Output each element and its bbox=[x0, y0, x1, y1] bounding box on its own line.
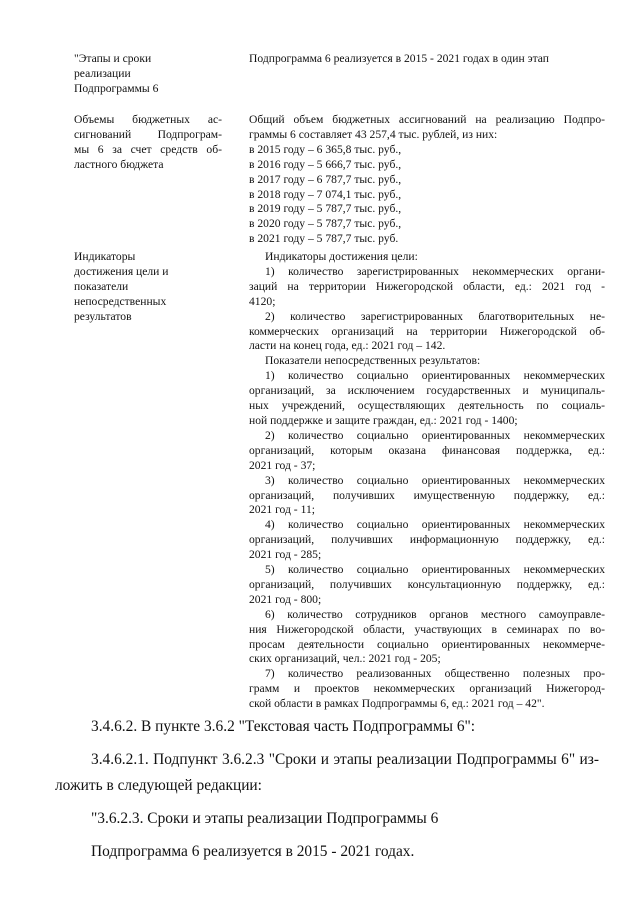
budget-value bbox=[249, 113, 605, 247]
indicator-line: заций на территории Нижегородской области, ед.: 2021 год - bbox=[249, 279, 605, 293]
budget-label-line: мы 6 за счет средств об- bbox=[74, 142, 222, 156]
budget-label bbox=[74, 113, 222, 173]
indicator-line: грамм и проектов некоммерческих организаций Нижегород- bbox=[249, 682, 605, 696]
budget-label-line: ластного бюджета bbox=[74, 157, 164, 171]
indicators-label-line: достижения цели и bbox=[74, 264, 169, 278]
indicator-line: 4) количество социально ориентированных некоммерческих bbox=[265, 518, 605, 532]
indicator-line: ной поддержке и защите граждан, ед.: 2021 год - 1400; bbox=[249, 413, 518, 427]
stages-label-line: "Этапы и сроки bbox=[74, 52, 152, 65]
stages-label bbox=[74, 52, 232, 97]
budget-year-line: в 2021 году – 5 787,7 тыс. руб. bbox=[249, 232, 399, 246]
indicator-line: ласти на конец года, ед.: 2021 год – 142. bbox=[249, 339, 446, 353]
indicator-line: 2) количество социально ориентированных некоммерческих bbox=[265, 428, 605, 442]
indicator-line: коммерческих организаций на территории Нижегородской об- bbox=[249, 324, 605, 338]
budget-year-line: в 2017 году – 6 787,7 тыс. руб., bbox=[249, 172, 402, 186]
indicator-line: Показатели непосредственных результатов: bbox=[265, 354, 481, 368]
indicator-line: ской области в рамках Подпрограммы 6, ед.: 2021 год – 42". bbox=[249, 697, 545, 711]
budget-year-line: в 2019 году – 5 787,7 тыс. руб., bbox=[249, 202, 402, 216]
indicator-line: 1) количество социально ориентированных некоммерческих bbox=[265, 369, 605, 383]
indicator-line: ских организаций, чел.: 2021 год - 205; bbox=[249, 652, 441, 666]
indicator-line: 3) количество социально ориентированных некоммерческих bbox=[265, 473, 605, 487]
body-paragraph: Подпрограмма 6 реализуется в 2015 - 2021 годах. bbox=[91, 843, 415, 860]
indicators-label-line: Индикаторы bbox=[74, 250, 136, 263]
body-paragraph-continuation: ложить в следующей редакции: bbox=[55, 777, 262, 794]
budget-label-line: сигнований Подпрограм- bbox=[74, 127, 222, 141]
indicator-line: 2) количество зарегистрированных благотворительных не- bbox=[265, 309, 605, 323]
budget-year-line: в 2015 году – 6 365,8 тыс. руб., bbox=[249, 142, 402, 156]
indicators-label-line: показатели bbox=[74, 279, 129, 293]
stages-label-line: Подпрограммы 6 bbox=[74, 81, 159, 95]
indicator-line: 2021 год - 11; bbox=[249, 503, 315, 517]
body-paragraph: 3.4.6.2. В пункте 3.6.2 "Текстовая часть Подпрограммы 6": bbox=[91, 718, 476, 735]
indicator-line: 6) количество сотрудников органов местного самоуправле- bbox=[265, 607, 605, 621]
indicator-line: 2021 год - 37; bbox=[249, 458, 316, 472]
stages-label-line: реализации bbox=[74, 66, 131, 80]
indicator-line: 7) количество реализованных общественно полезных про- bbox=[265, 667, 605, 681]
indicator-line: 2021 год - 800; bbox=[249, 592, 322, 606]
indicators-label-line: непосредственных bbox=[74, 294, 167, 308]
indicators-label-line: результатов bbox=[74, 309, 132, 323]
indicators-label bbox=[74, 250, 232, 325]
indicator-line: ния Нижегородской области, участвующих в семинарах по во- bbox=[249, 622, 605, 636]
indicator-line: организаций, за исключением государственных и муниципаль- bbox=[249, 384, 605, 398]
indicator-line: 2021 год - 285; bbox=[249, 548, 322, 562]
budget-value-line: граммы 6 составляет 43 257,4 тыс. рублей, из них: bbox=[249, 127, 498, 141]
indicator-line: Индикаторы достижения цели: bbox=[265, 250, 418, 263]
indicator-line: ных учреждений, осуществляющих деятельность по социаль- bbox=[249, 399, 605, 413]
budget-year-line: в 2016 году – 5 666,7 тыс. руб., bbox=[249, 157, 402, 171]
indicator-line: организаций, получивших имущественную поддержку, ед.: bbox=[249, 488, 605, 502]
budget-year-line: в 2018 году – 7 074,1 тыс. руб., bbox=[249, 187, 402, 201]
indicator-line: 4120; bbox=[249, 294, 276, 308]
body-paragraph: 3.4.6.2.1. Подпункт 3.6.2.3 "Сроки и этапы реализации Подпрограммы 6" из- bbox=[91, 751, 599, 768]
indicators-value bbox=[249, 250, 605, 712]
stages-value-text: Подпрограмма 6 реализуется в 2015 - 2021 годах в один этап bbox=[249, 52, 549, 65]
indicator-line: 5) количество социально ориентированных некоммерческих bbox=[265, 563, 605, 577]
indicator-line: 1) количество зарегистрированных некоммерческих органи- bbox=[265, 264, 605, 278]
budget-label-line: Объемы бюджетных ас- bbox=[74, 113, 222, 126]
indicator-line: организаций, получивших консультационную поддержку, ед.: bbox=[249, 577, 605, 591]
indicator-line: организаций, получивших информационную поддержку, ед.: bbox=[249, 533, 605, 547]
budget-year-line: в 2020 году – 5 787,7 тыс. руб., bbox=[249, 217, 402, 231]
budget-value-line: Общий объем бюджетных ассигнований на реализацию Подпро- bbox=[249, 113, 605, 126]
section-heading-quote: "3.6.2.3. Сроки и этапы реализации Подпрограммы 6 bbox=[91, 810, 439, 827]
indicator-line: организаций, которым оказана финансовая поддержка, ед.: bbox=[249, 443, 605, 457]
stages-value bbox=[249, 52, 605, 67]
indicator-line: просам деятельности социально ориентированных некоммерче- bbox=[249, 637, 605, 651]
